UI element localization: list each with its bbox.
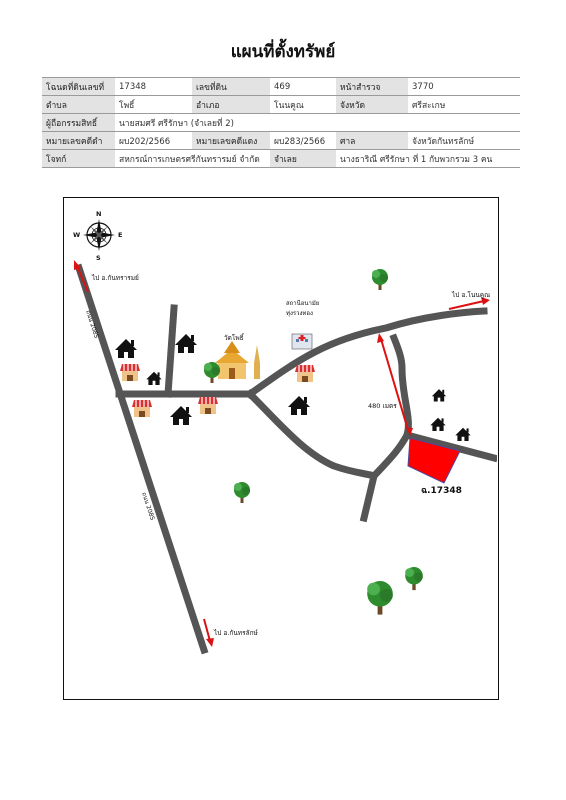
house-icon xyxy=(115,339,137,358)
location-map xyxy=(63,197,499,700)
main-road-east xyxy=(250,311,484,394)
table-row xyxy=(42,132,520,150)
province-label: จังหวัด xyxy=(336,96,408,114)
shop-icon xyxy=(198,397,218,414)
table-row xyxy=(42,96,520,114)
compass-north: N xyxy=(96,210,102,218)
road-southwest xyxy=(250,394,374,476)
table-row xyxy=(42,150,520,168)
shop-icon xyxy=(132,400,152,417)
table-row xyxy=(42,78,520,96)
page-title: แผนที่ตั้งทรัพย์ xyxy=(230,42,336,62)
tree-icon xyxy=(372,269,388,290)
district-label: อำเภอ xyxy=(192,96,270,114)
arrowhead-icon xyxy=(206,638,214,647)
shop-icon xyxy=(120,364,140,381)
house-icon xyxy=(175,334,197,353)
distance-label: 480 เมตร xyxy=(368,402,397,410)
compass-east: E xyxy=(118,231,123,239)
deed-number-value: 17348 xyxy=(115,78,192,96)
house-icon xyxy=(288,396,310,415)
tree-icon xyxy=(234,482,250,503)
highway-2085 xyxy=(79,268,204,650)
health-center-icon xyxy=(292,334,312,349)
road-label-2085-top: ถนน 2085 xyxy=(84,309,100,340)
tree-icon xyxy=(405,567,423,590)
arrow-kantharalak-icon xyxy=(204,619,210,641)
compass-south: S xyxy=(96,254,101,262)
black-case-label: หมายเลขคดีดำ xyxy=(42,132,115,150)
red-case-value: ผบ283/2566 xyxy=(270,132,336,150)
tree-icon xyxy=(204,362,220,383)
subdistrict-value: โพธิ์ xyxy=(115,96,192,114)
province-value: ศรีสะเกษ xyxy=(408,96,520,114)
health-center-label-line2: ทุ่งรวงทอง xyxy=(286,310,313,317)
district-value: โนนคูณ xyxy=(270,96,336,114)
property-info-table xyxy=(42,77,520,168)
survey-page-value: 3770 xyxy=(408,78,520,96)
court-label: ศาล xyxy=(336,132,408,150)
defendant-value: นางธาริณี ศรีรักษา ที่ 1 กับพวกรวม 3 คน xyxy=(336,150,520,168)
plaintiff-value: สหกรณ์การเกษตรศรีกันทรารมย์ จำกัด xyxy=(115,150,270,168)
plaintiff-label: โจทก์ xyxy=(42,150,115,168)
table-row xyxy=(42,114,520,132)
village-road-north xyxy=(168,308,174,394)
direction-label-kanthararom: ไป อ.กันทรารมย์ xyxy=(92,274,139,282)
shop-icon xyxy=(295,365,315,382)
house-icon xyxy=(146,372,161,385)
compass-west: W xyxy=(73,231,81,239)
owner-value: นายสมศรี ศรีรักษา (จำเลยที่ 2) xyxy=(115,114,520,132)
house-icon xyxy=(430,418,445,431)
survey-page-label: หน้าสำรวจ xyxy=(336,78,408,96)
land-number-value: 469 xyxy=(270,78,336,96)
direction-label-kantharalak: ไป อ.กันทรลักษ์ xyxy=(214,629,258,637)
black-case-value: ผบ202/2566 xyxy=(115,132,192,150)
arrowhead-icon xyxy=(377,333,384,343)
house-icon xyxy=(432,389,446,401)
road-label-2085-bottom: ถนน 2085 xyxy=(140,491,156,522)
map-canvas xyxy=(64,198,497,698)
house-icon xyxy=(455,428,470,441)
house-icon xyxy=(170,406,192,425)
compass-rose-icon xyxy=(83,219,115,251)
land-number-label: เลขที่ดิน xyxy=(192,78,270,96)
court-value: จังหวัดกันทรลักษ์ xyxy=(408,132,520,150)
owner-label: ผู้ถือกรรมสิทธิ์ xyxy=(42,114,115,132)
defendant-label: จำเลย xyxy=(270,150,336,168)
temple-icon xyxy=(215,341,260,379)
parcel-label: ฉ.17348 xyxy=(421,486,462,496)
deed-number-label: โฉนดที่ดินเลขที่ xyxy=(42,78,115,96)
temple-label: วัดโพธิ์ xyxy=(224,334,244,342)
tree-icon xyxy=(367,581,393,615)
red-case-label: หมายเลขคดีแดง xyxy=(192,132,270,150)
direction-label-nonkhun: ไป อ.โนนคูณ xyxy=(452,291,491,299)
health-center-label-line1: สถานีอนามัย xyxy=(286,300,320,307)
subdistrict-label: ตำบล xyxy=(42,96,115,114)
road-south xyxy=(364,476,374,518)
